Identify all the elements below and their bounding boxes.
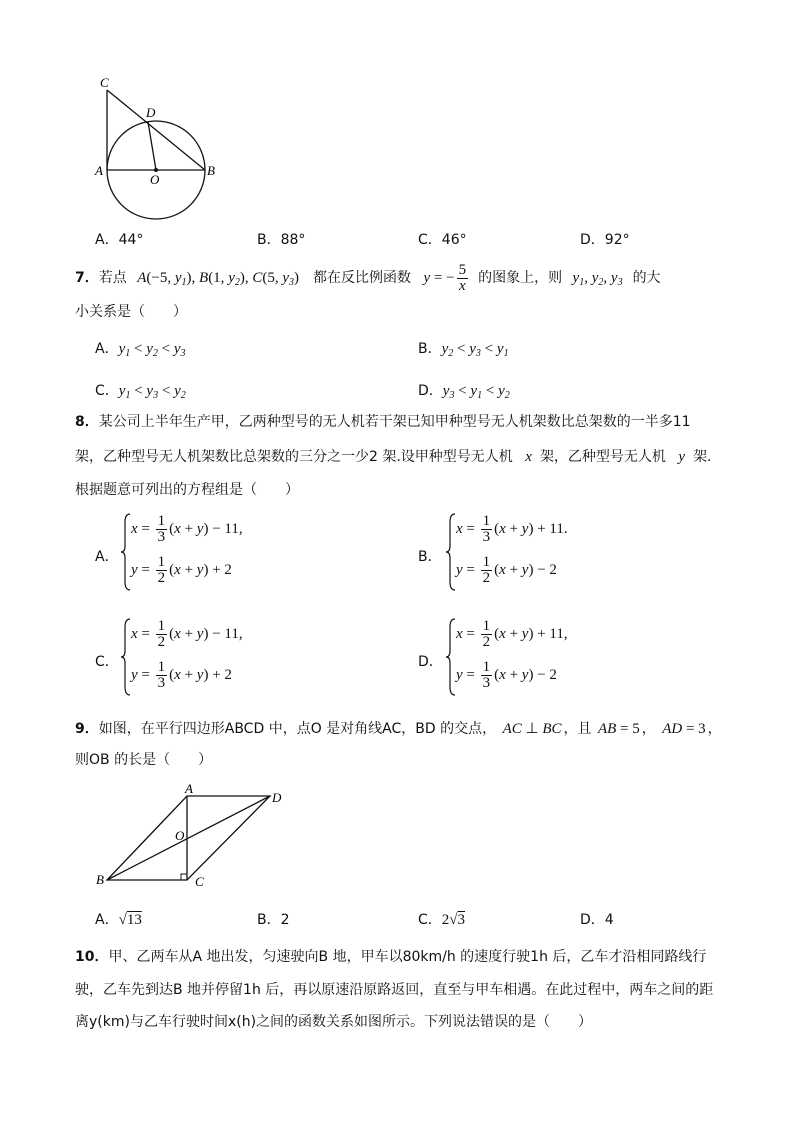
q7-variables: $y_1$, $y_2$, $y_3$ <box>572 269 623 288</box>
equation-1: x = $\frac{1}{2}$ (x + y) + 11, <box>456 618 568 650</box>
option-math: 2√3 <box>441 912 466 928</box>
option-letter: D． <box>418 383 443 399</box>
option-math: √13 <box>118 912 142 928</box>
q8-option-b[interactable] <box>418 512 718 592</box>
q7-line-1 <box>75 263 661 294</box>
q9-option-b[interactable] <box>257 909 290 929</box>
label-b: B <box>207 163 215 178</box>
q9-text-2: ，且 <box>563 721 592 737</box>
q7-option-a[interactable] <box>95 338 186 359</box>
brace-icon <box>446 617 456 697</box>
diagonal-bd <box>107 796 270 880</box>
q8-option-d[interactable] <box>418 617 718 697</box>
option-letter: D． <box>580 232 605 248</box>
label-o: O <box>175 828 185 843</box>
q9-line-2: 则OB 的长是（ ） <box>75 752 213 768</box>
question-number: 9． <box>75 721 99 737</box>
question-number: 7． <box>75 269 99 286</box>
q8-line-1 <box>75 411 691 431</box>
q7-text-3: 的图象上，则 <box>478 269 563 286</box>
brace-icon <box>121 512 131 592</box>
label-c: C <box>195 874 204 889</box>
q7-option-c[interactable] <box>95 380 186 401</box>
q9-line-1 <box>75 718 722 738</box>
equation-2: y = $\frac{1}{2}$ (x + y) − 2 <box>456 554 557 586</box>
segment-cb <box>107 90 205 170</box>
q6-option-b[interactable] <box>257 229 305 249</box>
q7-option-d[interactable] <box>418 380 510 401</box>
equation-1: x = $\frac{1}{3}$ (x + y) − 11, <box>131 513 243 545</box>
option-letter: A． <box>95 549 119 565</box>
q7-line-2: 小关系是（ ） <box>75 304 187 320</box>
option-text: 44° <box>118 232 144 248</box>
q10-line-1 <box>75 946 706 966</box>
label-o: O <box>150 172 160 187</box>
equation-2: y = $\frac{1}{3}$ (x + y) − 2 <box>456 659 557 691</box>
option-math: $y_3 < y_1 < y_2$ <box>442 383 510 401</box>
q9-option-d[interactable] <box>580 909 614 929</box>
label-a: A <box>185 781 193 796</box>
equation-1: x = $\frac{1}{2}$ (x + y) − 11, <box>131 618 243 650</box>
question-number: 8． <box>75 414 99 430</box>
option-math: $y_1 < y_3 < y_2$ <box>118 383 186 401</box>
option-text: 46° <box>441 232 467 248</box>
var-x: x <box>525 449 532 465</box>
q6-figure <box>90 70 230 220</box>
q10-line-3: 离y(km)与乙车行驶时间x(h)之间的函数关系如图所示。下列说法错误的是（ ） <box>75 1014 593 1030</box>
q6-option-a[interactable] <box>95 229 143 249</box>
option-letter: B． <box>257 232 281 248</box>
q9-cond-3: AD = 3 <box>662 721 706 737</box>
equation-2: y = $\frac{1}{3}$ (x + y) + 2 <box>131 659 232 691</box>
q9-text-1: 如图，在平行四边形ABCD 中，点O 是对角线AC，BD 的交点， <box>98 721 497 737</box>
q9-cond-2: AB = 5 <box>597 721 640 737</box>
option-text: 2 <box>280 912 290 928</box>
q8-text-2b: 架，乙种型号无人机 <box>539 449 666 465</box>
q6-option-d[interactable] <box>580 229 630 249</box>
q7-points: A(−5, $y_1$), B(1, $y_2$), C(5, $y_3$) <box>137 269 300 288</box>
option-math: $y_1 < y_2 < y_3$ <box>118 341 186 359</box>
option-letter: C． <box>418 912 442 928</box>
option-text: 92° <box>604 232 630 248</box>
option-letter: C． <box>95 654 119 670</box>
q8-option-a[interactable] <box>95 512 395 592</box>
label-a: A <box>95 163 103 178</box>
q7-text-1: 若点 <box>98 269 127 286</box>
q8-line-2 <box>75 446 712 466</box>
label-b: B <box>96 872 104 887</box>
option-letter: B． <box>418 341 442 357</box>
option-letter: D． <box>418 654 443 670</box>
label-d: D <box>146 105 156 120</box>
option-text: 88° <box>280 232 306 248</box>
q10-text-1: 甲、乙两车从A 地出发，匀速驶向B 地，甲车以80km/h 的速度行驶1h 后，乙车才沿相同路线行 <box>108 949 707 965</box>
q9-option-a[interactable] <box>95 909 142 929</box>
option-letter: A． <box>95 341 119 357</box>
q8-text-1: 某公司上半年生产甲，乙两种型号的无人机若干架已知甲种型号无人机架数比总架数的一半多11 <box>98 414 691 430</box>
q8-text-2c: 架. <box>693 449 712 465</box>
q8-line-3: 根据题意可列出的方程组是（ ） <box>75 482 299 498</box>
question-number: 10． <box>75 949 109 965</box>
brace-icon <box>121 617 131 697</box>
option-letter: C． <box>418 232 442 248</box>
q8-option-c[interactable] <box>95 617 395 697</box>
right-angle-mark <box>181 874 187 880</box>
var-y: y <box>678 449 686 465</box>
q9-text-4: ， <box>707 721 722 737</box>
q9-cond-1: AC ⊥ BC <box>502 721 562 737</box>
label-c: C <box>100 75 109 90</box>
q7-option-b[interactable] <box>418 338 509 359</box>
q7-function: y = − $\frac{5}{x}$ <box>423 262 467 294</box>
option-letter: C． <box>95 383 119 399</box>
q9-figure <box>90 780 300 892</box>
option-math: $y_2 < y_3 < y_1$ <box>441 341 509 359</box>
option-letter: A． <box>95 912 119 928</box>
option-letter: B． <box>418 549 442 565</box>
q8-text-2a: 架，乙种型号无人机架数比总架数的三分之一少2 架.设甲种型号无人机 <box>75 449 513 465</box>
brace-icon <box>446 512 456 592</box>
option-letter: A． <box>95 232 119 248</box>
q10-line-2: 驶，乙车先到达B 地并停留1h 后，再以原速沿原路返回，直至与甲车相遇。在此过程中，两车之间的距 <box>75 982 714 998</box>
q7-text-2: 都在反比例函数 <box>313 269 412 286</box>
label-d: D <box>272 790 282 805</box>
option-text: 4 <box>604 912 614 928</box>
q9-text-3: ， <box>641 721 656 737</box>
q7-text-4: 的大 <box>632 269 661 286</box>
q6-option-c[interactable] <box>418 229 467 249</box>
option-letter: B． <box>257 912 281 928</box>
q9-option-c[interactable] <box>418 909 465 929</box>
option-letter: D． <box>580 912 605 928</box>
equation-1: x = $\frac{1}{3}$ (x + y) + 11. <box>456 513 568 545</box>
equation-2: y = $\frac{1}{2}$ (x + y) + 2 <box>131 554 232 586</box>
